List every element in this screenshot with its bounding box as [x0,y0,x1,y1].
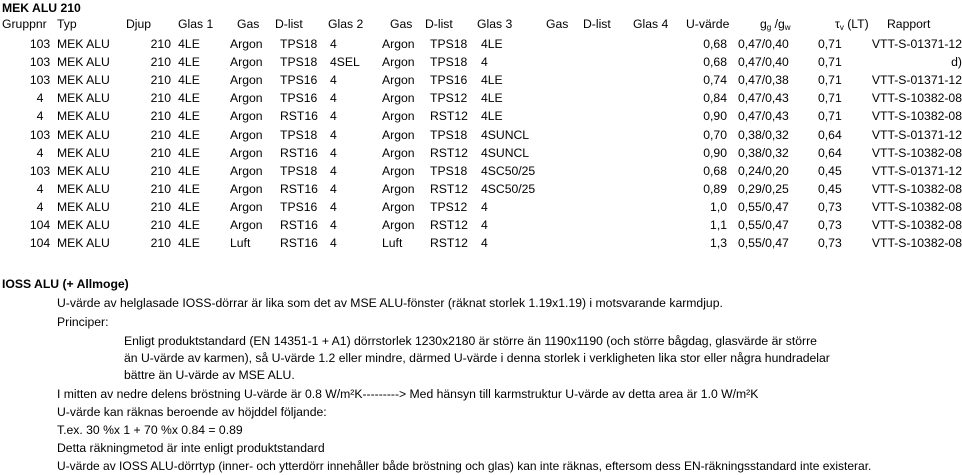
cell-tv: 0,71 [818,37,842,51]
cell-dlist2: TPS12 [430,199,468,214]
cell-tv: 0,71 [818,91,842,106]
cell-typ: MEK ALU [57,145,110,160]
ioss-line4: T.ex. 30 %x 1 + 70 %x 0.84 = 0.89 [57,423,243,437]
cell-gg: 0,29/0,25 [738,181,789,196]
cell-gas1: Argon [230,127,263,142]
cell-tv: 0,71 [818,55,842,70]
cell-glas1: 4LE [178,181,200,196]
header-gruppnr: Gruppnr [2,17,47,31]
cell-gg: 0,47/0,40 [738,37,789,51]
cell-uv: 0,68 [703,55,727,70]
cell-djup: 210 [150,109,171,124]
page-title: MEK ALU 210 [2,1,81,15]
header-dlist2: D-list [425,17,453,31]
cell-gas1: Argon [230,218,263,232]
cell-dlist1: TPS18 [280,163,318,178]
cell-gg: 0,47/0,38 [738,73,789,88]
table-row [0,38,960,52]
ioss-line3: U-värde kan räknas beroende av höjddel följande: [57,405,327,419]
cell-uv: 1,1 [710,218,727,232]
cell-uv: 0,70 [703,127,727,142]
cell-glas2: 4 [330,218,337,232]
table-row [0,147,960,161]
cell-rap: VTT-S-10382-08 [871,145,962,160]
ioss-line6: U-värde av IOSS ALU-dörrtyp (inner- och ytterdörr innehåller både bröstning och glas) kan inte räknas, eftersom dess EN-räkningsstandard inte existerar. [57,459,872,473]
cell-dlist2: RST12 [430,236,468,251]
cell-typ: MEK ALU [57,236,110,251]
cell-rap: VTT-S-10382-08 [871,91,962,106]
cell-gas2: Argon [382,199,415,214]
cell-glas1: 4LE [178,73,200,88]
cell-gas1: Argon [230,55,263,70]
cell-dlist1: RST16 [280,109,318,124]
cell-typ: MEK ALU [57,73,110,88]
ioss-principle-1: Enligt produktstandard (EN 14351-1 + A1) dörrstorlek 1230x2180 är större än 1190x1190 (och större bågdag, glasvärde är större [124,334,817,348]
cell-tv: 0,64 [818,145,842,160]
cell-gas1: Argon [230,109,263,124]
cell-uv: 0,84 [703,91,727,106]
cell-gg: 0,38/0,32 [738,145,789,160]
ioss-line2: I mitten av nedre delens bröstning U-värde är 0.8 W/m²K---------> Med hänsyn till karmstruktur U-värde av detta area är 1.0 W/m²K [57,387,759,401]
table-row [0,56,960,70]
cell-glas3: 4SUNCL [481,145,530,160]
cell-typ: MEK ALU [57,163,110,178]
cell-glas1: 4LE [178,163,200,178]
cell-dlist2: RST12 [430,109,468,124]
cell-djup: 210 [150,55,171,70]
cell-tv: 0,73 [818,218,842,232]
cell-uv: 0,90 [703,145,727,160]
cell-gas1: Argon [230,181,263,196]
cell-gas2: Argon [382,55,415,70]
cell-glas3: 4LE [481,109,503,124]
cell-rap: VTT-S-10382-08 [871,109,962,124]
cell-djup: 210 [150,127,171,142]
ioss-principle-2: än U-värde av karmen), så U-värde 1.2 eller mindre, därmed U-värde i denna storlek i verkligheten lika stor eller några hundradelar [124,351,830,365]
cell-typ: MEK ALU [57,218,110,232]
header-tau-lt: (LT) [843,17,869,31]
cell-tv: 0,71 [818,109,842,124]
header-gg-gw [760,18,791,32]
cell-grp: 103 [29,55,51,70]
cell-rap: VTT-S-10382-08 [871,218,962,232]
ioss-principle-3: bättre än U-värde av MSE ALU. [124,368,295,382]
header-djup: Djup [126,17,152,31]
cell-glas2: 4 [330,181,337,196]
cell-glas3: 4LE [481,37,503,51]
cell-glas2: 4 [330,199,337,214]
table-row [0,74,960,88]
cell-grp: 103 [29,37,51,51]
cell-glas3: 4SC50/25 [481,163,536,178]
cell-gas1: Luft [230,236,251,251]
cell-tv: 0,73 [818,199,842,214]
cell-tv: 0,73 [818,236,842,251]
cell-glas2: 4SEL [330,55,360,70]
cell-gas2: Argon [382,91,415,106]
cell-dlist2: RST12 [430,218,468,232]
header-gas1: Gas [237,17,260,31]
cell-gg: 0,38/0,32 [738,127,789,142]
cell-grp: 4 [36,181,44,196]
cell-gas1: Argon [230,145,263,160]
cell-djup: 210 [150,218,171,232]
cell-glas2: 4 [330,236,337,251]
cell-typ: MEK ALU [57,91,110,106]
cell-uv: 0,74 [703,73,727,88]
cell-dlist1: TPS16 [280,199,318,214]
cell-rap: VTT-S-10382-08 [871,199,962,214]
cell-glas1: 4LE [178,199,200,214]
cell-rap: VTT-S-01371-12 [871,73,962,88]
cell-rap: VTT-S-10382-08 [871,181,962,196]
cell-typ: MEK ALU [57,55,110,70]
cell-dlist1: TPS18 [280,55,318,70]
header-dlist1: D-list [275,17,303,31]
cell-gg: 0,55/0,47 [738,199,789,214]
table-row [0,110,960,124]
cell-dlist1: RST16 [280,181,318,196]
header-typ: Typ [57,17,77,31]
cell-glas2: 4 [330,73,337,88]
header-gg-sep: /g [771,17,785,31]
cell-typ: MEK ALU [57,109,110,124]
cell-glas3: 4 [481,55,488,70]
cell-tv: 0,71 [818,73,842,88]
cell-djup: 210 [150,163,171,178]
header-glas4: Glas 4 [633,17,669,31]
ioss-principer: Principer: [57,315,109,329]
cell-dlist2: TPS12 [430,91,468,106]
cell-gas1: Argon [230,91,263,106]
cell-gas1: Argon [230,199,263,214]
cell-grp: 4 [36,199,44,214]
ioss-line5: Detta räkningmetod är inte enligt produktstandard [57,441,325,455]
cell-grp: 103 [29,163,51,178]
cell-gas2: Luft [382,236,403,251]
header-gg-g: g [760,17,767,31]
cell-uv: 1,0 [710,199,727,214]
table-header [0,18,960,32]
cell-glas2: 4 [330,163,337,178]
cell-gas1: Argon [230,37,263,51]
cell-glas2: 4 [330,91,337,106]
cell-rap: VTT-S-01371-12 [871,163,962,178]
cell-djup: 210 [150,145,171,160]
cell-djup: 210 [150,37,171,51]
cell-tv: 0,45 [818,181,842,196]
cell-gas2: Argon [382,145,415,160]
cell-glas3: 4SC50/25 [481,181,536,196]
header-gas3: Gas [546,17,569,31]
cell-rap: VTT-S-01371-12 [871,127,962,142]
cell-grp: 4 [36,145,44,160]
header-gg-w-sub: w [784,23,791,32]
header-uvarde: U-värde [686,17,730,31]
cell-dlist1: RST16 [280,218,318,232]
cell-gg: 0,55/0,47 [738,236,789,251]
cell-uv: 0,90 [703,109,727,124]
cell-glas1: 4LE [178,109,200,124]
table-row [0,92,960,106]
cell-gg: 0,47/0,40 [738,55,789,70]
header-glas2: Glas 2 [328,17,364,31]
cell-dlist1: RST16 [280,236,318,251]
table-row [0,237,960,251]
header-dlist3: D-list [583,17,611,31]
cell-djup: 210 [150,181,171,196]
cell-typ: MEK ALU [57,37,110,51]
cell-typ: MEK ALU [57,199,110,214]
cell-dlist1: TPS18 [280,127,318,142]
cell-glas1: 4LE [178,91,200,106]
cell-typ: MEK ALU [57,181,110,196]
cell-djup: 210 [150,199,171,214]
table-row [0,183,960,197]
cell-dlist2: RST12 [430,181,468,196]
cell-glas1: 4LE [178,55,200,70]
cell-tv: 0,45 [818,163,842,178]
cell-rap: d) [951,55,962,70]
header-tau-sub: v [839,23,844,32]
cell-grp: 4 [36,91,44,106]
cell-glas3: 4LE [481,73,503,88]
header-gas2: Gas [390,17,413,31]
cell-glas3: 4 [481,218,488,232]
cell-glas3: 4 [481,199,488,214]
header-glas3: Glas 3 [477,17,513,31]
cell-dlist1: TPS16 [280,73,318,88]
cell-gg: 0,55/0,47 [738,218,789,232]
cell-uv: 0,89 [703,181,727,196]
cell-glas2: 4 [330,127,337,142]
cell-gas2: Argon [382,163,415,178]
cell-dlist2: TPS18 [430,163,468,178]
cell-rap: VTT-S-01371-12 [871,37,962,51]
cell-glas3: 4SUNCL [481,127,530,142]
cell-glas1: 4LE [178,218,200,232]
cell-grp: 103 [29,127,51,142]
cell-dlist2: TPS18 [430,55,468,70]
cell-gg: 0,24/0,20 [738,163,789,178]
table-row [0,165,960,179]
cell-glas1: 4LE [178,145,200,160]
cell-grp: 4 [36,109,44,124]
table-row [0,129,960,143]
cell-tv: 0,64 [818,127,842,142]
cell-uv: 0,68 [703,163,727,178]
cell-grp: 103 [29,73,51,88]
cell-grp: 104 [29,218,51,232]
cell-dlist2: RST12 [430,145,468,160]
cell-uv: 0,68 [703,37,727,51]
cell-djup: 210 [150,236,171,251]
cell-gas1: Argon [230,73,263,88]
cell-dlist2: TPS16 [430,73,468,88]
cell-glas2: 4 [330,145,337,160]
header-rapport: Rapport [887,17,931,31]
cell-dlist2: TPS18 [430,37,468,51]
header-tau-v [835,18,869,32]
cell-dlist1: TPS18 [280,37,318,51]
cell-gas2: Argon [382,127,415,142]
cell-gg: 0,47/0,43 [738,109,789,124]
cell-gas2: Argon [382,218,415,232]
cell-djup: 210 [150,91,171,106]
cell-gg: 0,47/0,43 [738,91,789,106]
cell-glas2: 4 [330,109,337,124]
cell-glas1: 4LE [178,37,200,51]
cell-uv: 1,3 [710,236,727,251]
cell-gas2: Argon [382,109,415,124]
cell-dlist1: RST16 [280,145,318,160]
cell-glas1: 4LE [178,127,200,142]
cell-gas2: Argon [382,181,415,196]
ioss-line1: U-värde av helglasade IOSS-dörrar är lika som det av MSE ALU-fönster (räknat storlek 1.19x1.19) i motsvarande karmdjup. [57,296,723,310]
table-row [0,219,960,233]
cell-rap: VTT-S-10382-08 [871,236,962,251]
cell-glas2: 4 [330,37,337,51]
cell-gas2: Argon [382,73,415,88]
cell-gas1: Argon [230,163,263,178]
cell-glas1: 4LE [178,236,200,251]
header-gg-g-sub: g [766,23,772,32]
ioss-title: IOSS ALU (+ Allmoge) [2,277,129,291]
cell-dlist2: TPS18 [430,127,468,142]
cell-djup: 210 [150,73,171,88]
cell-glas3: 4LE [481,91,503,106]
header-tau: τ [835,17,840,31]
cell-typ: MEK ALU [57,127,110,142]
cell-dlist1: TPS16 [280,91,318,106]
cell-grp: 104 [29,236,51,251]
cell-glas3: 4 [481,236,488,251]
table-row [0,201,960,215]
cell-gas2: Argon [382,37,415,51]
header-glas1: Glas 1 [178,17,214,31]
